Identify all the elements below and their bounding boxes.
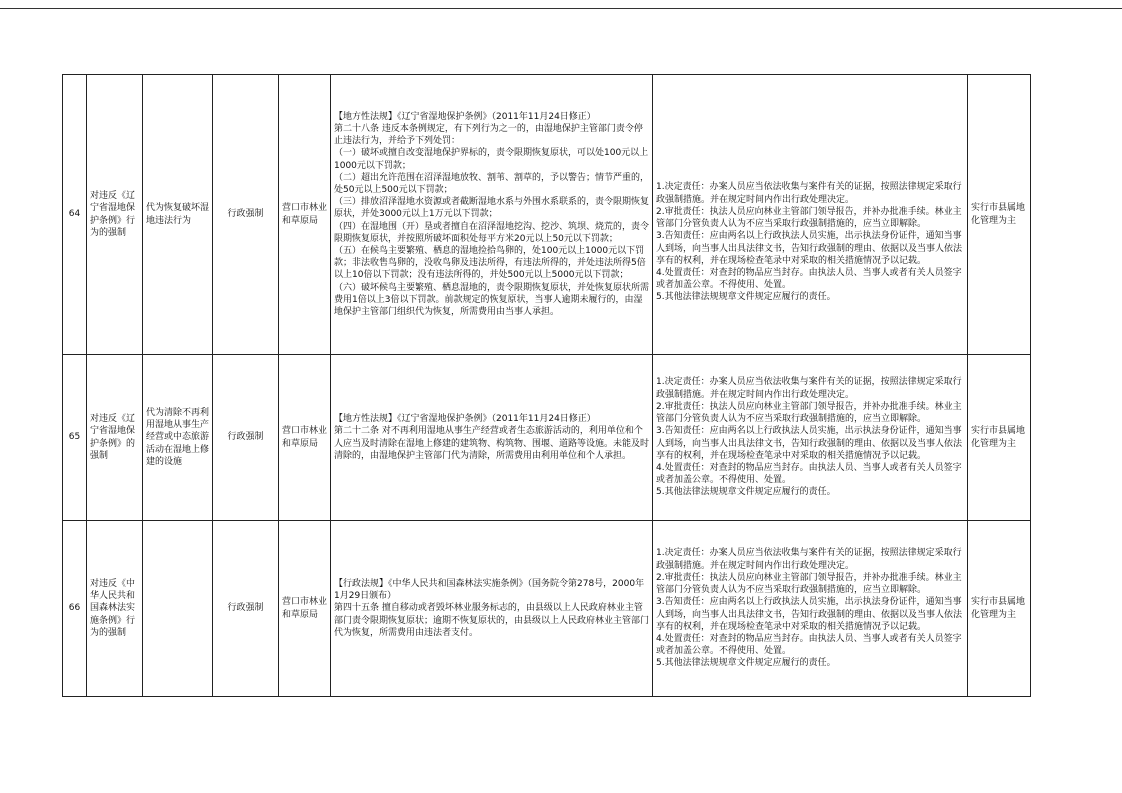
basis-line: 【地方性法规】《辽宁省湿地保护条例》（2011年11月24日修正）	[334, 414, 596, 425]
item-name: 对违反《辽宁省湿地保护条例》行为的强制	[87, 75, 143, 355]
responsibility-item: 3.告知责任：应由两名以上行政执法人员实施，出示执法身份证件，通知当事人到场，向当事人出具法律文书，告知行政强制的理由、依据以及当事人依法享有的权利，并在现场检查笔录中对采取的相关措施情况予以记载。	[656, 231, 963, 266]
responsibility-item: 1.决定责任：办案人员应当依法收集与案件有关的证据，按照法律规定采取行政强制措施。并在规定时间内作出行政处理决定。	[656, 548, 962, 571]
top-rule	[0, 8, 1122, 9]
basis-line: （六）破坏候鸟主要繁殖、栖息湿地的，责令限期恢复原状，并处恢复原状所需费用1倍以上3倍以下罚款。前款规定的恢复原状，当事人逾期未履行的，由湿地保护主管部门组织代为恢复，所需费用由当事人承担。	[334, 282, 650, 318]
table-row	[63, 521, 1031, 697]
responsible-subject: 实行市县属地化管理为主	[968, 355, 1031, 521]
legal-basis	[331, 75, 653, 355]
responsibility-item: 1.决定责任：办案人员应当依法收集与案件有关的证据，按照法律规定采取行政强制措施。并在规定时间内作出行政处理决定。	[656, 182, 962, 205]
responsibility-item: 4.处置责任：对查封的物品应当封存。由执法人员、当事人或者有关人员签字或者加盖公章。不得使用、处置。	[656, 462, 962, 486]
responsible-subject: 实行市县属地化管理为主	[968, 521, 1031, 697]
item-category: 行政强制	[213, 75, 279, 355]
row-number: 64	[63, 75, 87, 355]
responsibility-item: 2.审批责任：执法人员应向林业主管部门领导报告，并补办批准手续。林业主管部门分管负责人认为不应当采取行政强制措施的，应当立即解除。	[656, 401, 962, 425]
responsibility-item: 4.处置责任：对查封的物品应当封存。由执法人员、当事人或者有关人员签字或者加盖公章。不得使用、处置。	[656, 267, 962, 291]
responsibility-item: 3.告知责任：应由两名以上行政执法人员实施，出示执法身份证件，通知当事人到场，向当事人出具法律文书，告知行政强制的理由、依据以及当事人依法享有的权利，并在现场检查笔录中对采取的相关措施情况予以记载。	[656, 426, 963, 461]
responsible-subject: 实行市县属地化管理为主	[968, 75, 1031, 355]
basis-line: 第二十八条 违反本条例规定，有下列行为之一的，由湿地保护主管部门责令停止违法行为，并给予下列处罚：	[334, 123, 643, 147]
legal-basis	[331, 355, 653, 521]
responsibility-item: 1.决定责任：办案人员应当依法收集与案件有关的证据，按照法律规定采取行政强制措施。并在规定时间内作出行政处理决定。	[656, 377, 962, 400]
basis-line: 第四十五条 擅自移动或者毁坏林业服务标志的，由县级以上人民政府林业主管部门责令限期恢复原状；逾期不恢复原状的，由县级以上人民政府林业主管部门代为恢复，所需费用由违法者支付。	[334, 603, 650, 638]
implementing-department: 营口市林业和草原局	[279, 521, 331, 697]
item-name: 对违反《中华人民共和国森林法实施条例》行为的强制	[87, 521, 143, 697]
item-category: 行政强制	[213, 355, 279, 521]
basis-line: 【地方性法规】《辽宁省湿地保护条例》（2011年11月24日修正）	[334, 111, 596, 122]
table-row	[63, 75, 1031, 355]
item-category: 行政强制	[213, 521, 279, 697]
responsibility-list	[653, 355, 968, 521]
item-content: 代为清除不再利用湿地从事生产经营或中态旅游活动在湿地上修建的设施	[143, 355, 213, 521]
enforcement-table	[62, 74, 1031, 697]
responsibility-list	[653, 521, 968, 697]
row-number: 65	[63, 355, 87, 521]
responsibility-item: 2.审批责任：执法人员应向林业主管部门领导报告，并补办批准手续。林业主管部门分管负责人认为不应当采取行政强制措施的，应当立即解除。	[656, 572, 962, 596]
responsibility-item: 5.其他法律法规规章文件规定应履行的责任。	[656, 658, 836, 669]
basis-line: 第二十二条 对不再利用湿地从事生产经营或者生态旅游活动的，利用单位和个人应当及时清除在湿地上修建的建筑物、构筑物、围堰、道路等设施。未能及时清除的，由湿地保护主管部门代为清除，所需费用由利用单位和个人承担。	[334, 426, 650, 461]
responsibility-item: 5.其他法律法规规章文件规定应履行的责任。	[656, 487, 836, 498]
basis-line: （二）超出允许范围在沼泽湿地放牧、割苇、割草的，予以警告；情节严重的，处50元以上500元以下罚款；	[334, 172, 650, 195]
item-name: 对违反《辽宁省湿地保护条例》的强制	[87, 355, 143, 521]
responsibility-item: 4.处置责任：对查封的物品应当封存。由执法人员、当事人或者有关人员签字或者加盖公章。不得使用、处置。	[656, 633, 962, 657]
legal-basis	[331, 521, 653, 697]
row-number: 66	[63, 521, 87, 697]
responsibility-list	[653, 75, 968, 355]
implementing-department: 营口市林业和草原局	[279, 355, 331, 521]
basis-line: （一）破坏或擅自改变湿地保护界标的，责令限期恢复原状，可以处100元以上1000元以下罚款；	[334, 148, 649, 171]
item-content	[143, 521, 213, 697]
responsibility-item: 3.告知责任：应由两名以上行政执法人员实施，出示执法身份证件，通知当事人到场，向当事人出具法律文书，告知行政强制的理由、依据以及当事人依法享有的权利，并在现场检查笔录中对采取的相关措施情况予以记载。	[656, 597, 963, 632]
implementing-department: 营口市林业和草原局	[279, 75, 331, 355]
basis-line: （四）在湿地围（开）垦或者擅自在沼泽湿地挖沟、挖沙、筑坝、烧荒的，责令限期恢复原状，并按照所破坏面积处每平方米20元以上50元以下罚款；	[334, 221, 650, 244]
basis-line: 【行政法规】《中华人民共和国森林法实施条例》（国务院令第278号，2000年1月29日颁布）	[334, 578, 645, 602]
responsibility-item: 2.审批责任：执法人员应向林业主管部门领导报告，并补办批准手续。林业主管部门分管负责人认为不应当采取行政强制措施的，应当立即解除。	[656, 206, 962, 230]
table-row	[63, 355, 1031, 521]
basis-line: （三）排放沼泽湿地水资源或者截断湿地水系与外围水系联系的，责令限期恢复原状，并处3000元以上1万元以下罚款；	[334, 197, 650, 220]
basis-line: （五）在候鸟主要繁殖、栖息的湿地捡拾鸟卵的，处100元以上1000元以下罚款；非法收售鸟卵的，没收鸟卵及违法所得，有违法所得的，并处违法所得5倍以上10倍以下罚款；没有违法所得的，并处500元以上5000元以下罚款；	[334, 246, 646, 281]
item-content: 代为恢复破坏湿地违法行为	[143, 75, 213, 355]
responsibility-item: 5.其他法律法规规章文件规定应履行的责任。	[656, 292, 836, 303]
